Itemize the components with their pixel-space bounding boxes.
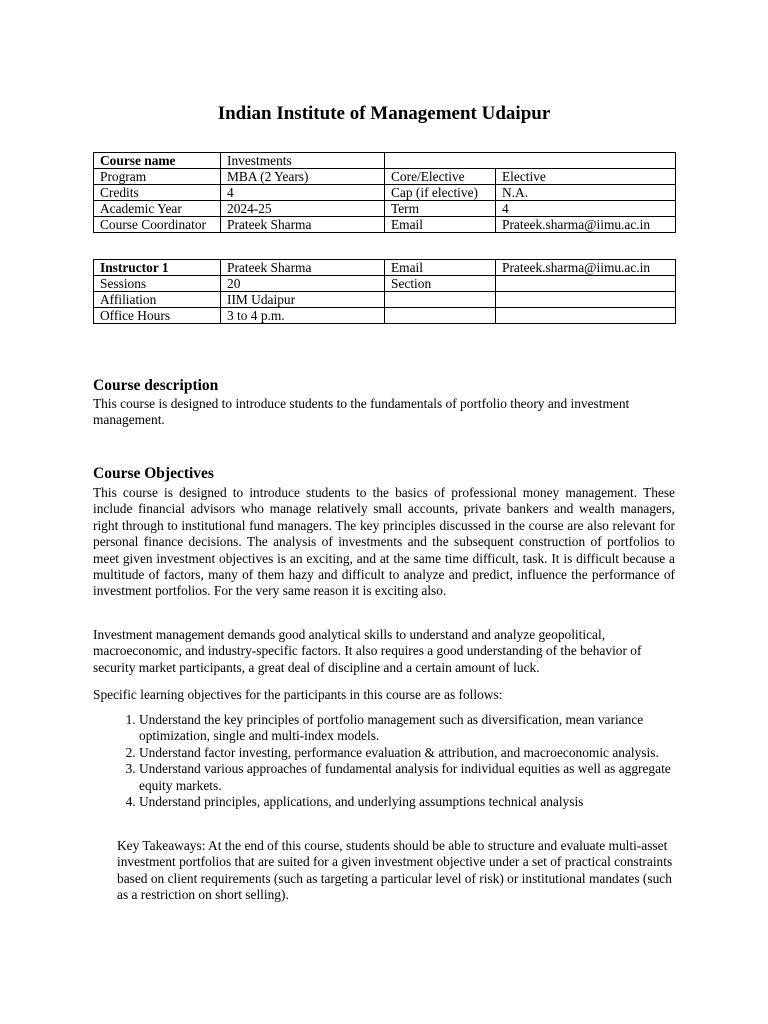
table-row [94, 276, 676, 292]
table-cell: Prateek.sharma@iimu.ac.in [496, 260, 676, 276]
objectives-paragraph-3: Specific learning objectives for the participants in this course are as follows: [93, 687, 503, 702]
instructor-info-table [93, 259, 676, 324]
table-cell: 4 [496, 201, 676, 217]
table-cell: N.A. [496, 185, 676, 201]
table-cell: 2024-25 [221, 201, 385, 217]
table-cell: Affiliation [94, 292, 221, 308]
table-cell: Program [94, 169, 221, 185]
table-cell: Elective [496, 169, 676, 185]
table-row [94, 260, 676, 276]
table-cell: Section [385, 276, 496, 292]
table-cell: Course name [94, 153, 221, 169]
list-item: 2. Understand factor investing, performance evaluation & attribution, and macroeconomic analysis. [139, 745, 675, 761]
table-cell: Term [385, 201, 496, 217]
list-item: 4. Understand principles, applications, and underlying assumptions technical analysis [139, 794, 675, 810]
table-cell: Core/Elective [385, 169, 496, 185]
table-cell: Email [385, 217, 496, 233]
table-cell: 20 [221, 276, 385, 292]
table-row [94, 153, 676, 169]
table-cell: Cap (if elective) [385, 185, 496, 201]
objectives-paragraph-1: This course is designed to introduce students to the basics of professional money management. These include financial advisors who manage relatively small accounts, private bankers and wealth managers, right through to institutional fund managers. The key principles discussed in the course are also relevant for personal finance decisions. The analysis of investments and the subsequent construction of portfolios to meet given investment objectives is an exciting, and at the same time difficult, task. It is difficult because a multitude of factors, many of them hazy and difficult to analyze and predict, influence the performance of investment portfolios. For the very same reason it is exciting also. [93, 485, 675, 599]
course-info-table [93, 152, 676, 233]
objectives-paragraph-2: Investment management demands good analytical skills to understand and analyze geopolitical, macroeconomic, and industry-specific factors. It also requires a good understanding of the behavior of security market participants, a great deal of discipline and a certain amount of luck. [93, 627, 642, 675]
table-row [94, 292, 676, 308]
table-cell [385, 292, 496, 308]
course-description-text: This course is designed to introduce students to the fundamentals of portfolio theory and investment management. [93, 396, 630, 428]
page-title: Indian Institute of Management Udaipur [217, 103, 551, 124]
table-row [94, 217, 676, 233]
table-cell [496, 292, 676, 308]
table-cell: Sessions [94, 276, 221, 292]
table-cell: 4 [221, 185, 385, 201]
table-cell: Email [385, 260, 496, 276]
table-cell: Credits [94, 185, 221, 201]
table-cell [496, 276, 676, 292]
table-cell: Prateek Sharma [221, 217, 385, 233]
table-row [94, 201, 676, 217]
table-row [94, 185, 676, 201]
list-item: 1. Understand the key principles of portfolio management such as diversification, mean variance optimization, single and multi-index models. [139, 712, 675, 745]
learning-objectives-list [93, 712, 675, 810]
table-cell: Investments [221, 153, 385, 169]
table-cell: Prateek Sharma [221, 260, 385, 276]
table-cell [385, 308, 496, 324]
table-cell: Office Hours [94, 308, 221, 324]
key-takeaways: Key Takeaways: At the end of this course, students should be able to structure and evaluate multi-asset investment portfolios that are suited for a given investment objective under a set of practical constraints based on client requirements (such as targeting a particular level of risk) or institutional mandates (such as a restriction on short selling). [117, 838, 673, 903]
table-cell: 3 to 4 p.m. [221, 308, 385, 324]
table-cell: Prateek.sharma@iimu.ac.in [496, 217, 676, 233]
course-description-heading: Course description [93, 377, 219, 394]
table-cell: MBA (2 Years) [221, 169, 385, 185]
table-cell: Academic Year [94, 201, 221, 217]
table-cell [496, 308, 676, 324]
table-cell: Course Coordinator [94, 217, 221, 233]
list-item: 3. Understand various approaches of fundamental analysis for individual equities as well as aggregate equity markets. [139, 761, 675, 794]
table-cell: Instructor 1 [94, 260, 221, 276]
table-cell [385, 153, 676, 169]
table-cell: IIM Udaipur [221, 292, 385, 308]
table-row [94, 308, 676, 324]
course-objectives-heading: Course Objectives [93, 465, 214, 482]
table-row [94, 169, 676, 185]
